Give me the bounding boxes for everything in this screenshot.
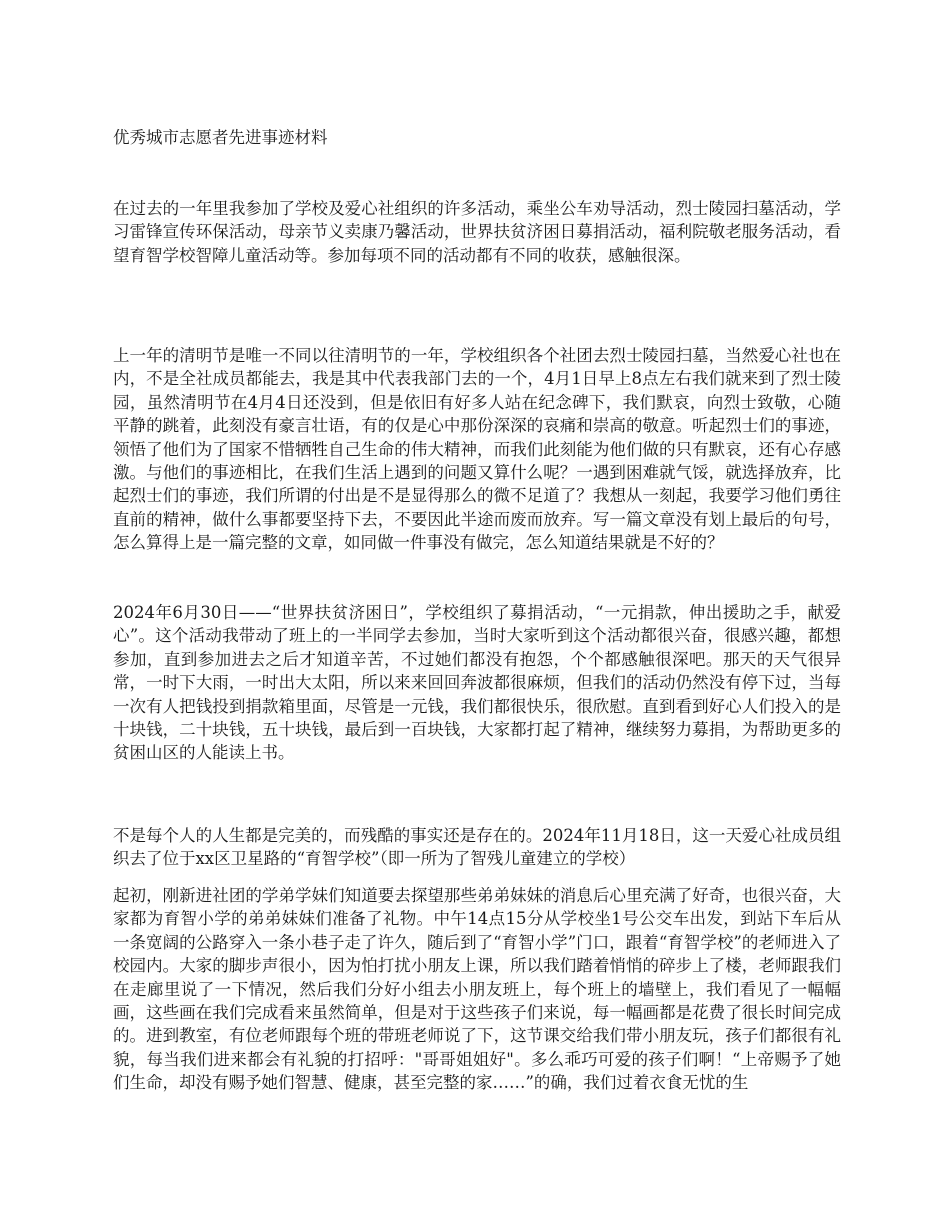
paragraph-yuzhi-school-intro: 不是每个人的人生都是完美的，而残酷的事实还是存在的。2024年11月18日，这一天爱心社成员组织去了位于xx区卫星路的“育智学校”（即一所为了智残儿童建立的学校） <box>113 826 841 869</box>
document-title: 优秀城市志愿者先进事迹材料 <box>113 128 328 147</box>
paragraph-poverty-relief-day: 2024年6月30日——“世界扶贫济困日”，学校组织了募捐活动，“一元捐款，伸出援助之手，献爱心”。这个活动我带动了班上的一半同学去参加，当时大家听到这个活动都很兴奋，很感兴趣，都想参加，直到参加进去之后才知道辛苦，不过她们都没有抱怨，个个都感触很深吧。那天的天气很异常，一时下大雨，一时出大太阳，所以来来回回奔波都很麻烦，但我们的活动仍然没有停下过，当每一次有人把钱投到捐款箱里面，尽管是一元钱，我们都很快乐，很欣慰。直到看到好心人们投入的是十块钱，二十块钱，五十块钱，最后到一百块钱，大家都打起了精神，继续努力募捐，为帮助更多的贫困山区的人能读上书。 <box>113 603 841 763</box>
paragraph-qingming-festival: 上一年的清明节是唯一不同以往清明节的一年，学校组织各个社团去烈士陵园扫墓，当然爱心社也在内，不是全社成员都能去，我是其中代表我部门去的一个，4月1日早上8点左右我们就来到了烈士陵园，虽然清明节在4月4日还没到，但是依旧有好多人站在纪念碑下，我们默哀，向烈士致敬，心随平静的跳着，此刻没有豪言壮语，有的仅是心中那份深深的哀痛和崇高的敬意。听起烈士们的事迹，领悟了他们为了国家不惜牺牲自己生命的伟大精神，而我们此刻能为他们做的只有默哀，还有心存感激。与他们的事迹相比，在我们生活上遇到的问题又算什么呢？一遇到困难就气馁，就选择放弃，比起烈士们的事迹，我们所谓的付出是不是显得那么的微不足道了？我想从一刻起，我要学习他们勇往直前的精神，做什么事都要坚持下去，不要因此半途而废而放弃。写一篇文章没有划上最后的句号，怎么算得上是一篇完整的文章，如同做一件事没有做完，怎么知道结果就是不好的？ <box>113 346 841 553</box>
paragraph-activities-overview: 在过去的一年里我参加了学校及爱心社组织的许多活动，乘坐公车劝导活动，烈士陵园扫墓活动，学习雷锋宣传环保活动，母亲节义卖康乃馨活动，世界扶贫济困日募捐活动，福利院敬老服务活动，看望育智学校智障儿童活动等。参加每项不同的活动都有不同的收获，感触很深。 <box>113 199 841 265</box>
paragraph-yuzhi-school-visit: 起初，刚新进社团的学弟学妹们知道要去探望那些弟弟妹妹的消息后心里充满了好奇，也很兴奋，大家都为育智小学的弟弟妹妹们准备了礼物。中午14点15分从学校坐1号公交车出发，到站下车后从一条宽阔的公路穿入一条小巷子走了许久，随后到了“育智小学”门口，跟着“育智学校”的老师进入了校园内。大家的脚步声很小，因为怕打扰小朋友上课，所以我们踏着悄悄的碎步上了楼，老师跟我们在走廊里说了一下情况，然后我们分好小组去小朋友班上，每个班上的墙壁上，我们看见了一幅幅画，这些画在我们完成看来虽然简单，但是对于这些孩子们来说，每一幅画都是花费了很长时间完成的。进到教室，有位老师跟每个班的带班老师说了下，这节课交给我们带小朋友玩，孩子们都很有礼貌，每当我们进来都会有礼貌的打招呼："哥哥姐姐好"。多么乖巧可爱的孩子们啊！“上帝赐予了她们生命，却没有赐予她们智慧、健康，甚至完整的家……”的确，我们过着衣食无忧的生 <box>113 886 841 1093</box>
document-page <box>113 0 841 1230</box>
